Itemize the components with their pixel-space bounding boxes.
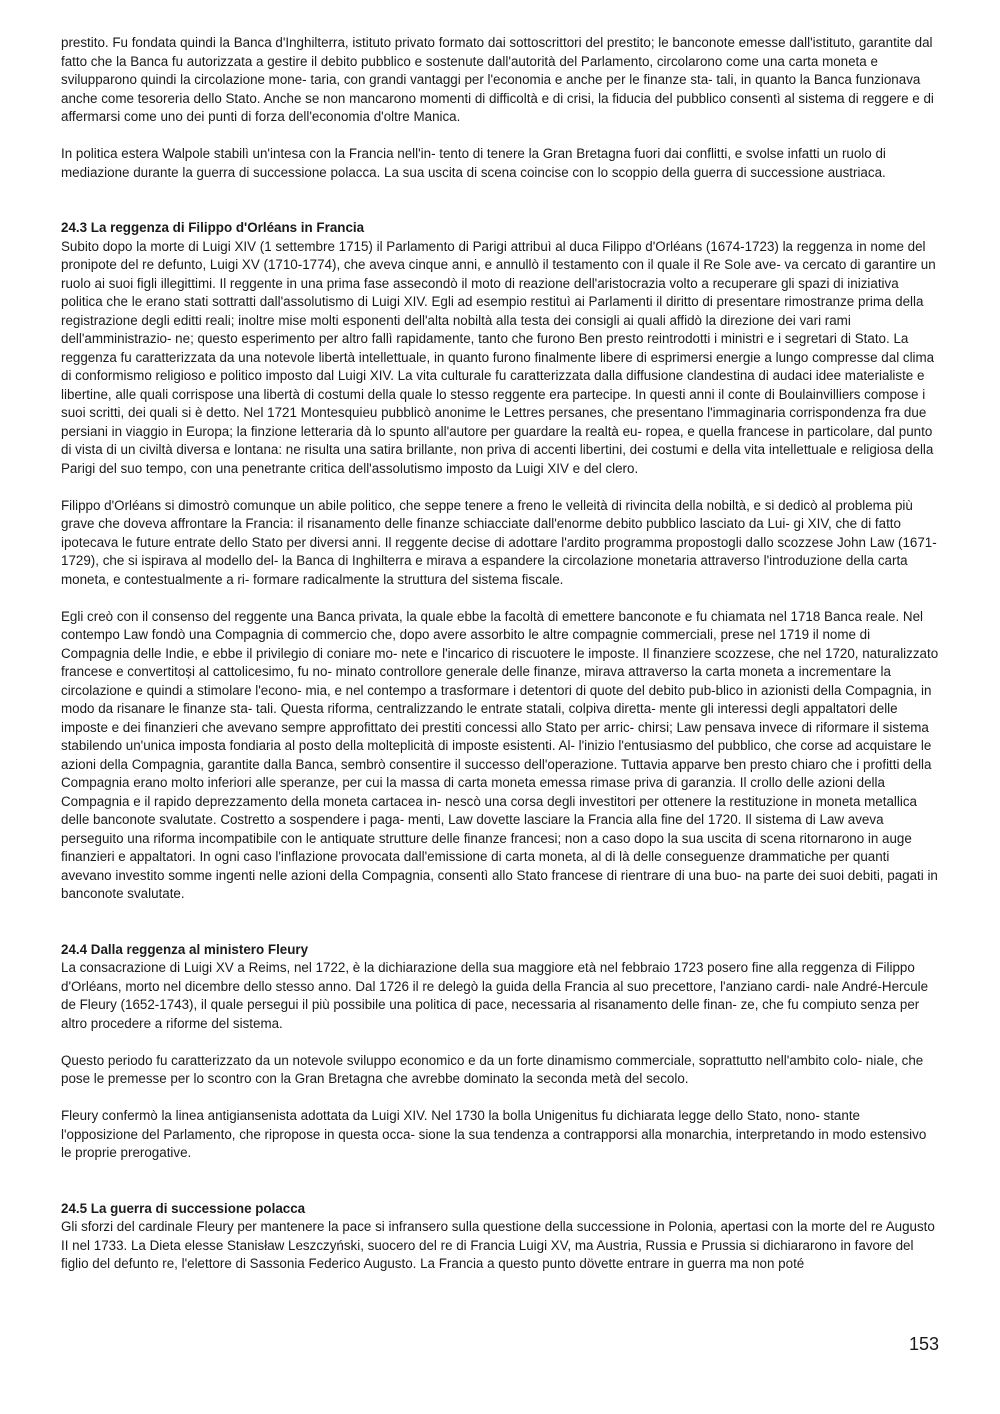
paragraph: In politica estera Walpole stabilì un'intesa con la Francia nell'in- tento di tenere la Gran Bretagna fuori dai conflitti, e svolse infatti un ruolo di mediazione durante la guerra di successione polacca. La sua uscita di scena coincise con lo scoppio della guerra di successione austriaca. [61,146,886,180]
paragraph: prestito. Fu fondata quindi la Banca d'Inghilterra, istituto privato formato dai sottoscrittori del prestito; le banconote emesse dall'istituto, garantite dal fatto che la Banca fu autorizzata a gestire il debito pubblico e sostenute dall'autorità del Parlamento, circolarono come una carta moneta e svilupparono quindi la circolazione mone- taria, con grandi vantaggi per l'economia e anche per le finanze sta- tali, in quanto la Banca funzionava anche come tesoreria dello Stato. Anche se non mancarono momenti di difficoltà e di crisi, la fiducia del pubblico consentì al sistema di reggere e di affermarsi come uno dei punti di forza dell'economia d'oltre Manica. [61,35,934,124]
section-heading: 24.4 Dalla reggenza al ministero Fleury [61,941,309,957]
paragraph: Questo periodo fu caratterizzato da un notevole sviluppo economico e da un forte dinamismo commerciale, soprattutto nell'ambito colo- niale, che pose le premesse per lo scontro con la Gran Bretagna che avrebbe dominato la seconda metà del secolo. [61,1052,924,1086]
paragraph: Gli sforzi del cardinale Fleury per mantenere la pace si infransero sulla questione della successione in Polonia, apertasi con la morte del re Augusto II nel 1733. La Dieta elesse Stanisław Leszczyński, suocero del re di Francia Luigi XV, ma Austria, Russia e Prussia si dichiararono in favore del figlio del defunto re, l'elettore di Sassonia Federico Augusto. La Francia a questo punto dövette entrare in guerra ma non poté [61,1219,935,1271]
paragraph: Egli creò con il consenso del reggente una Banca privata, la quale ebbe la facoltà di emettere banconote e fu chiamata nel 1718 Banca reale. Nel contempo Law fondò una Compagnia di commercio che, dopo avere assorbito le altre compagnie commerciali, prese nel 1719 il nome di Compagnia delle Indie, e ebbe il privilegio di coniare mo- nete e l'incarico di riscuotere le imposte. Il finanziere scozzese, che nel 1720, naturalizzato francese e convertitoși al cattolicesimo, fu no- minato controllore generale delle finanze, mirava attraverso la carta moneta a incrementare la circolazione e quindi a stimolare l'econo- mia, e nel contempo a trasformare i detentori di quote del debito pub-blico in azionisti della Compagnia, in modo da risanare le finanze sta- tali. Questa riforma, centralizzando le entrate statali, colpiva diretta- mente gli interessi degli appaltatori delle imposte e dei finanzieri che avevano sempre approfittato dei prestiti concessi allo Stato per arric- chirsi; Law pensava invece di riformare il sistema stabilendo un'unica imposta fondiaria al posto della molteplicità di imposte esistenti. Al- l'inizio l'entusiasmo del pubblico, che corse ad acquistare le azioni della Compagnia, garantite dalla Banca, sembrò consentire il successo dell'operazione. Tuttavia apparve ben presto chiaro che i profitti della Compagnia erano molto inferiori alle speranze, per cui la massa di carta moneta emessa rimase priva di garanzia. Il crollo delle azioni della Compagnia e il rapido deprezzamento della moneta cartacea in- nescò una corsa degli investitori per ottenere la restituzione in moneta metallica delle banconote svalutate. Costretto a sospendere i paga- menti, Law dovette lasciare la Francia alla fine del 1720. Il sistema di Law aveva perseguito una riforma incompatibile con le antiquate strutture delle finanze francesi; non a caso dopo la sua uscita di scena ritornarono in auge finanzieri e appaltatori. In ogni caso l'inflazione provocata dall'emissione di carta moneta, al di là delle conseguenze drammatiche per quanti avevano investito somme ingenti nelle azioni della Compagnia, consentì allo Stato francese di rientrare di una buo- na parte dei suoi debiti, pagati in banconote svalutate. [61,608,939,901]
section-heading: 24.5 La guerra di successione polacca [61,1200,306,1216]
paragraph: Filippo d'Orléans si dimostrò comunque un abile politico, che seppe tenere a freno le velleità di rivincita della nobiltà, e si dedicò al problema più grave che doveva affrontare la Francia: il risanamento delle finanze schiacciate dall'enorme debito pubblico lasciato da Lui- gi XIV, che di fatto ipotecava le future entrate dello Stato per diversi anni. Il reggente decise di adottare l'ardito programma propostogli dallo scozzese John Law (1671-1729), che si ispirava al modello del- la Banca di Inghilterra e mirava a espandere la circolazione monetaria attraverso l'introduzione della carta moneta, e contestualmente a ri- formare radicalmente la struttura del sistema fiscale. [61,497,937,587]
paragraph: Fleury confermò la linea antigiansenista adottata da Luigi XIV. Nel 1730 la bolla Unigenitus fu dichiarata legge dello Stato, nono- stante l'opposizione del Parlamento, che ripropose in questa occa- sione la sua tendenza a contrapporsi alla monarchia, interpretando in modo estensivo le proprie prerogative. [61,1108,927,1160]
section-heading: 24.3 La reggenza di Filippo d'Orléans in Francia [61,220,365,235]
page-number: 153 [908,1334,939,1354]
paragraph: Subito dopo la morte di Luigi XIV (1 settembre 1715) il Parlamento di Parigi attribuì al duca Filippo d'Orléans (1674-1723) la reggenza in nome del pronipote del re defunto, Luigi XV (1710-1774), che aveva cinque anni, e annullò il testamento con il quale il Re Sole ave- va cercato di garantire un ruolo ai suoi figli illegittimi. Il reggente in una prima fase assecondò il moto di reazione dell'aristocrazia volto a recuperare gli spazi di iniziativa politica che le erano stati sottratti dall'assolutismo di Luigi XIV. Egli ad esempio restituì ai Parlamenti il diritto di presentare rimostranze prima della registrazione degli editti reali; inoltre mise molti esponenti dell'alta nobiltà alla testa dei consigli ai quali affidò la direzione dei vari rami dell'amministrazio- ne; questo esperimento per altro fallì rapidamente, tanto che furono Ben presto reintrodotti i ministri e i segretari di Stato. La reggenza fu caratterizzata da una notevole libertà intellettuale, in quanto furono finalmente libere di esprimersi energie a lungo compresse dal clima di conformismo religioso e politico imposto dal Luigi XIV. La vita culturale fu caratterizzata dalla diffusione clandestina di audaci idee materialiste e libertine, alle quali corrispose una libertà di costumi della quale lo stesso reggente era partecipe. In questi anni il conte di Boulainvilliers compose i suoi scritti, dei quali si è detto. Nel 1721 Montesquieu pubblicò anonime le Lettres persanes, che presentano l'immaginaria corrispondenza fra due persiani in viaggio in Europa; la finzione letteraria dà lo spunto all'autore per guardare la realtà eu- ropea, e quella francese in particolare, dal punto di vista di un civiltà diversa e lontana: ne risulta una satira brillante, non priva di accenti libertini, dei costumi e della vita intellettuale e religiosa della Parigi del suo tempo, con una penetrante critica dell'assolutismo imposto da Luigi XIV e del clero. [61,238,936,476]
paragraph: La consacrazione di Luigi XV a Reims, nel 1722, è la dichiarazione della sua maggiore età nel febbraio 1723 posero fine alla reggenza di Filippo d'Orléans, morto nel dicembre dello stesso anno. Dal 1726 il re delegò la guida della Francia al suo precettore, l'anziano cardi- nale André-Hercule de Fleury (1652-1743), il quale persegui il più possibile una politica di pace, necessaria al risanamento delle finan- ze, che fu compiuto senza per altro procedere a riforme del sistema. [61,960,929,1031]
page-body [61,34,939,1274]
